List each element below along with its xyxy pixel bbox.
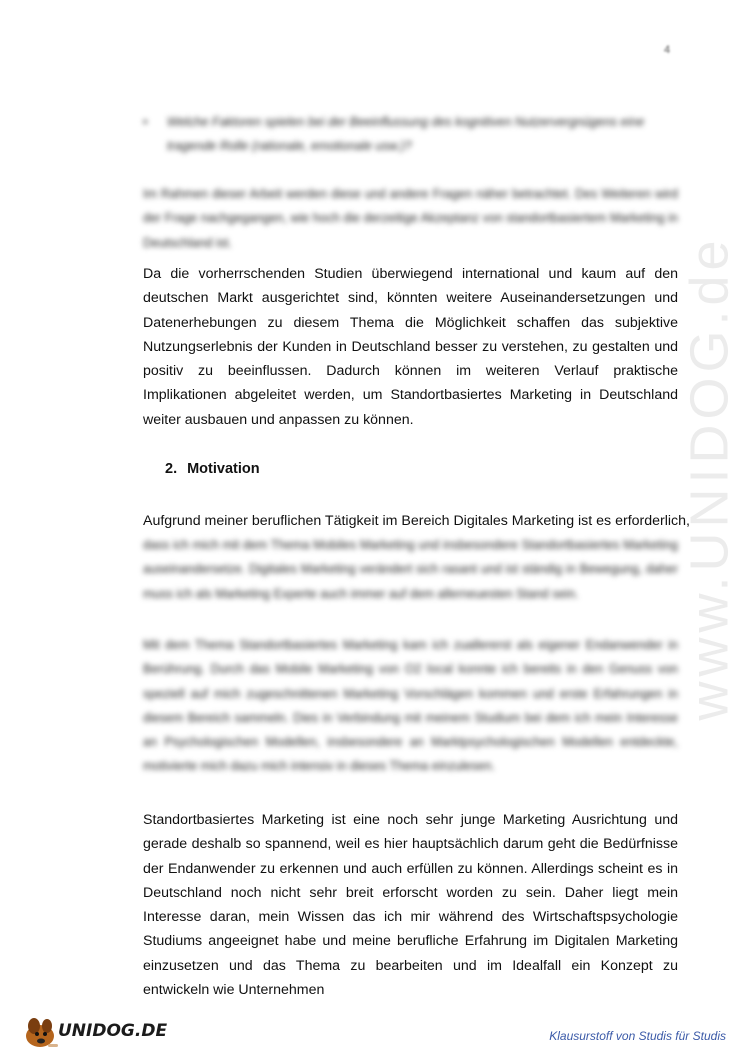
paragraph-blurred-3: Mit dem Thema Standortbasiertes Marketing kam ich zuallererst als eigener Endanwender in Berührung. Durch das Mobile Marketing von O2 local konnte ich bereits in den Genuss von speziell auf mich zugeschnittenen Marketing Vorschlägen kommen und erste Erfahrungen in diesem Bereich sammeln. Dies in Verbindung mit meinem Studium bei dem ich mein Interesse an Psychologischen Modellen, insbesondere an Marktpsychologischen Modellen entdeckte, motivierte mich dazu mich intensiv in dieses Thema einzulesen. [143,638,678,774]
section-number: 2. [165,461,178,477]
bullet-dot: • [143,115,148,129]
footer-tagline: Klausurstoff von Studis für Studis [549,1029,726,1043]
section-heading [165,461,260,477]
watermark: www.UNIDOG.de [680,235,740,721]
page-number: 4 [664,44,671,56]
section-title: Motivation [187,461,260,477]
paragraph-2-lead: Aufgrund meiner beruflichen Tätigkeit im Bereich Digitales Marketing ist es erforderlich, [143,513,690,529]
logo-text: UNIDOG.DE [58,1021,168,1041]
paragraph-blurred-1: Im Rahmen dieser Arbeit werden diese und andere Fragen näher betrachtet. Des Weiteren wird der Frage nachgegangen, wie hoch die derzeitige Akzeptanz von standortbasiertem Marketing in Deutschland ist. [143,187,678,250]
bullet-list-item [143,110,683,158]
bullet-text: Welche Faktoren spielen bei der Beeinflussung des kognitiven Nutzervergnügens eine tragende Rolle (rationale, emotionale usw.)? [167,115,645,153]
paragraph-1: Da die vorherrschenden Studien überwiegend international und kaum auf den deutschen Markt ausgerichtet sind, könnten weitere Auseinandersetzungen und Datenerhebungen zu diesem Thema die Möglichkeit schaffen das subjektive Nutzungserlebnis der Kunden in Deutschland besser zu verstehen, zu gestalten und positiv zu beeinflussen. Dadurch können im weiteren Verlauf praktische Implikationen abgeleitet werden, um Standortbasiertes Marketing in Deutschland weiter ausbauen und anpassen zu können. [143,266,678,428]
paragraph-blurred-2: dass ich mich mit dem Thema Mobiles Marketing und insbesondere Standortbasiertes Marketing auseinandersetze. Digitales Marketing verändert sich rasant und ist ständig in Bewegung, daher muss ich als Marketing Experte auch immer auf dem allerneuesten Stand sein. [143,538,678,601]
paragraph-3: Standortbasiertes Marketing ist eine noch sehr junge Marketing Ausrichtung und gerade deshalb so spannend, weil es hier hauptsächlich darum geht die Bedürfnisse der Endanwender zu erkennen und auch erfüllen zu können. Allerdings scheint es in Deutschland noch nicht sehr breit erforscht worden zu sein. Daher liegt mein Interesse daran, mein Wissen das ich mir während des Wirtschaftspsychologie Studiums angeeignet habe und meine berufliche Erfahrung im Digitalen Marketing einzusetzen und das Thema zu bearbeiten und im Idealfall ein Konzept zu entwickeln wie Unternehmen [143,812,678,999]
